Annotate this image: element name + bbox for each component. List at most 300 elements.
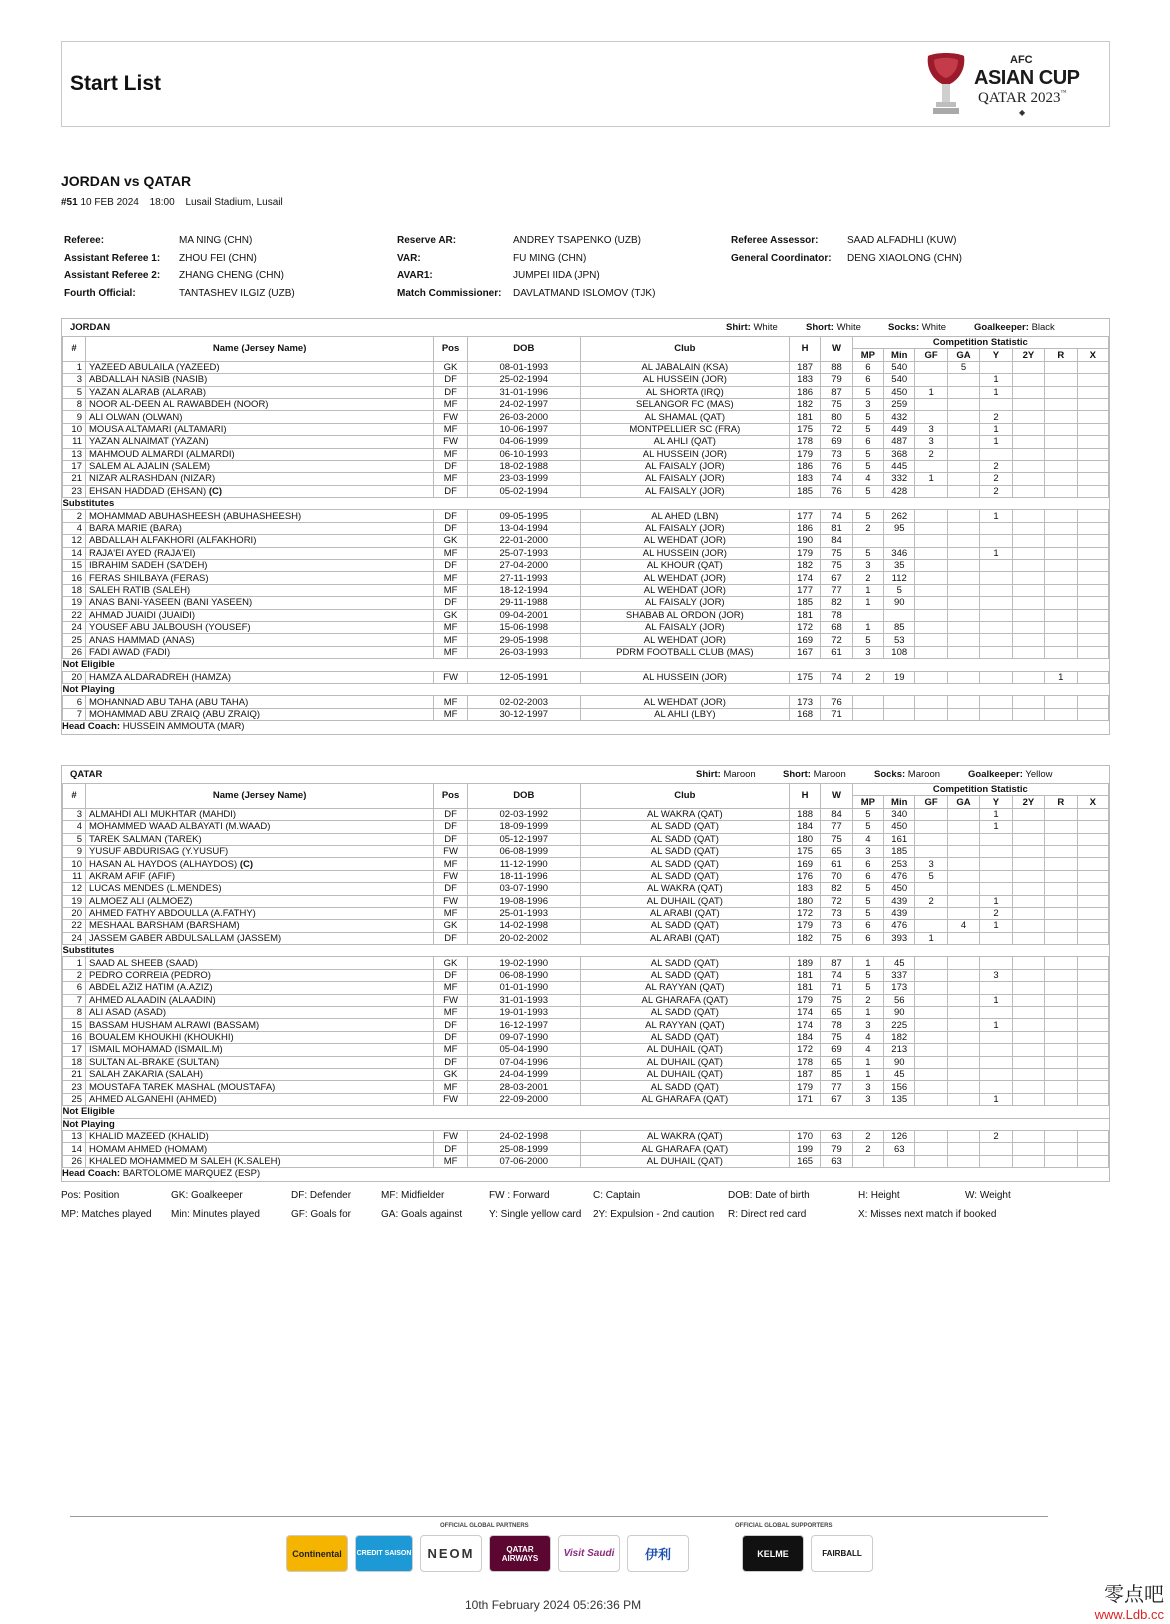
cell (1045, 932, 1077, 944)
cell: 167 (789, 646, 820, 658)
cell (1077, 522, 1108, 534)
cell: AL SADD (QAT) (580, 858, 789, 870)
col-mp: MP (852, 349, 883, 361)
cell: 29-05-1998 (467, 634, 580, 646)
player-row (63, 1056, 1109, 1068)
cell: 8 (63, 398, 86, 410)
cell (1045, 386, 1077, 398)
cell: 1 (980, 994, 1012, 1006)
cell: PDRM FOOTBALL CLUB (MAS) (580, 646, 789, 658)
cell (980, 858, 1012, 870)
cell: 14-02-1998 (467, 920, 580, 932)
cell: 2 (852, 994, 883, 1006)
cell: 9 (63, 845, 86, 857)
player-row (63, 411, 1109, 423)
cell (1045, 1081, 1077, 1093)
player-row (63, 907, 1109, 919)
cell: 2 (980, 460, 1012, 472)
official-3 (64, 288, 295, 299)
cell: 10-06-1997 (467, 423, 580, 435)
sponsor-kelme: KELME (742, 1535, 804, 1572)
cell (1077, 1007, 1108, 1019)
cell: 182 (789, 398, 820, 410)
cell: 17 (63, 1044, 86, 1056)
cell (980, 1068, 1012, 1080)
official-label: Referee: (64, 235, 105, 246)
player-row (63, 1031, 1109, 1043)
official-value: TANTASHEV ILGIZ (UZB) (179, 287, 295, 299)
cell: 84 (821, 535, 852, 547)
cell: 78 (821, 1019, 852, 1031)
cell (915, 969, 947, 981)
cell: AL SADD (QAT) (580, 1081, 789, 1093)
cell (1045, 597, 1077, 609)
cell (1012, 423, 1044, 435)
cell: 65 (821, 845, 852, 857)
cell (915, 572, 947, 584)
cell: 172 (789, 907, 820, 919)
legend-item: GK: Goalkeeper (171, 1190, 243, 1201)
cell (980, 1007, 1012, 1019)
cell (1077, 1068, 1108, 1080)
cell: 12-05-1991 (467, 671, 580, 683)
cell: 11-12-1990 (467, 858, 580, 870)
cell: 75 (821, 1031, 852, 1043)
cell: ISMAIL MOHAMAD (ISMAIL.M) (86, 1044, 434, 1056)
cell: 2 (852, 1143, 883, 1155)
player-row (63, 423, 1109, 435)
cell: 22 (63, 609, 86, 621)
cell: 78 (821, 609, 852, 621)
cell: 6 (852, 932, 883, 944)
player-row (63, 1130, 1109, 1142)
cell (1045, 982, 1077, 994)
cell: 368 (884, 448, 915, 460)
cell: MF (434, 423, 467, 435)
cell: 181 (789, 982, 820, 994)
cell: AL SADD (QAT) (580, 920, 789, 932)
kit-1: Short: White (806, 322, 861, 333)
cell (915, 994, 947, 1006)
cell: 183 (789, 473, 820, 485)
player-row (63, 1081, 1109, 1093)
head-coach: Head Coach: BARTOLOME MARQUEZ (ESP) (62, 1168, 261, 1180)
player-row (63, 374, 1109, 386)
cell: 2 (852, 572, 883, 584)
official-value: FU MING (CHN) (513, 252, 587, 264)
cell: 5 (852, 411, 883, 423)
cell: 3 (852, 398, 883, 410)
cell: 25-02-1994 (467, 374, 580, 386)
cell (947, 957, 979, 969)
cell (980, 696, 1012, 708)
cell: 19-02-1990 (467, 957, 580, 969)
cell: MF (434, 708, 467, 720)
cell: AL GHARAFA (QAT) (580, 1143, 789, 1155)
cell (947, 696, 979, 708)
cell: 5 (884, 584, 915, 596)
official-label: Match Commissioner: (397, 287, 502, 299)
cell (947, 1068, 979, 1080)
cell (947, 994, 979, 1006)
cell (947, 808, 979, 820)
cell: 3 (980, 969, 1012, 981)
cell: AL DUHAIL (QAT) (580, 1044, 789, 1056)
cell: 187 (789, 361, 820, 373)
cell (1045, 1031, 1077, 1043)
cell: SELANGOR FC (MAS) (580, 398, 789, 410)
cell: 2 (852, 671, 883, 683)
cell (1012, 1155, 1044, 1167)
cell (1077, 547, 1108, 559)
cell: AL AHLI (LBY) (580, 708, 789, 720)
legend-item: FW : Forward (489, 1190, 550, 1201)
col-y: Y (980, 349, 1012, 361)
cell (915, 510, 947, 522)
cell: ANAS HAMMAD (ANAS) (86, 634, 434, 646)
cell: ALMOEZ ALI (ALMOEZ) (86, 895, 434, 907)
cell: 77 (821, 584, 852, 596)
cell: AL WEHDAT (JOR) (580, 634, 789, 646)
cell: 178 (789, 1056, 820, 1068)
cell: 175 (789, 423, 820, 435)
cell: AL FAISALY (JOR) (580, 485, 789, 497)
cell (1012, 982, 1044, 994)
team-qatar (61, 765, 1110, 1182)
cell (915, 547, 947, 559)
cell: 61 (821, 646, 852, 658)
cell (1012, 858, 1044, 870)
cell (1077, 374, 1108, 386)
legend-item: GA: Goals against (381, 1209, 463, 1220)
cell: 22-01-2000 (467, 535, 580, 547)
cell (947, 883, 979, 895)
cell: BOUALEM KHOUKHI (KHOUKHI) (86, 1031, 434, 1043)
cell: 179 (789, 547, 820, 559)
cell: 80 (821, 411, 852, 423)
cell (980, 708, 1012, 720)
cell: 24 (63, 932, 86, 944)
official-value: SAAD ALFADHLI (KUW) (847, 235, 957, 246)
cell: 73 (821, 907, 852, 919)
cell (1045, 398, 1077, 410)
cell: 487 (884, 436, 915, 448)
cell (947, 411, 979, 423)
cell (980, 883, 1012, 895)
cell: 18 (63, 584, 86, 596)
cell: 186 (789, 460, 820, 472)
legend-item: X: Misses next match if booked (858, 1209, 997, 1220)
cell: 13-04-1994 (467, 522, 580, 534)
sponsor-credit-saison: CREDIT SAISON (355, 1535, 413, 1572)
cell: 476 (884, 870, 915, 882)
cell: 26 (63, 646, 86, 658)
cell: 17 (63, 460, 86, 472)
cell: DF (434, 510, 467, 522)
cell: 2 (852, 1130, 883, 1142)
official-value: DENG XIAOLONG (CHN) (847, 252, 963, 264)
official-9 (731, 253, 962, 264)
cell (1045, 821, 1077, 833)
official-value: ZHANG CHENG (CHN) (179, 270, 284, 281)
cell (1012, 895, 1044, 907)
cell: AL FAISALY (JOR) (580, 597, 789, 609)
cell: 05-02-1994 (467, 485, 580, 497)
official-7 (397, 288, 655, 299)
cell: 70 (821, 870, 852, 882)
cell (1012, 1068, 1044, 1080)
cell: DF (434, 485, 467, 497)
cell: 75 (821, 560, 852, 572)
cell (915, 560, 947, 572)
kit-3: Goalkeeper: Yellow (968, 769, 1053, 780)
cell (947, 386, 979, 398)
sponsor-continental: Continental (286, 1535, 348, 1572)
cell: 1 (980, 821, 1012, 833)
col-y2: 2Y (1012, 349, 1044, 361)
legend-item: DF: Defender (291, 1190, 352, 1201)
cell (915, 374, 947, 386)
official-label: Referee Assessor: (731, 235, 819, 246)
col-w: W (821, 337, 852, 362)
cell: 74 (821, 671, 852, 683)
cell: 10 (63, 423, 86, 435)
cell (1045, 1068, 1077, 1080)
cell: 27-04-2000 (467, 560, 580, 572)
cell: 85 (884, 621, 915, 633)
cell (980, 609, 1012, 621)
cell: 1 (852, 1068, 883, 1080)
legend-item: H: Height (858, 1190, 900, 1201)
cell: AL SADD (QAT) (580, 870, 789, 882)
cell: 188 (789, 808, 820, 820)
player-row (63, 634, 1109, 646)
cell: 3 (852, 1019, 883, 1031)
cell: AL FAISALY (JOR) (580, 522, 789, 534)
kit-0: Shirt: White (726, 322, 778, 333)
cell (947, 436, 979, 448)
cell (947, 821, 979, 833)
player-row (63, 1044, 1109, 1056)
cell: 28-03-2001 (467, 1081, 580, 1093)
cell (1077, 858, 1108, 870)
player-row (63, 485, 1109, 497)
legend-item: GF: Goals for (291, 1209, 352, 1220)
player-row (63, 609, 1109, 621)
cell: MAHMOUD ALMARDI (ALMARDI) (86, 448, 434, 460)
cell (1045, 522, 1077, 534)
player-row (63, 969, 1109, 981)
cell: 449 (884, 423, 915, 435)
cell (947, 1130, 979, 1142)
kit-3: Goalkeeper: Black (974, 322, 1055, 333)
cell: 1 (852, 584, 883, 596)
cell: 20-02-2002 (467, 932, 580, 944)
legend-item: MP: Matches played (61, 1209, 152, 1220)
partners-label: OFFICIAL GLOBAL PARTNERS (440, 1523, 529, 1529)
cell: AL JABALAIN (KSA) (580, 361, 789, 373)
cell (1012, 460, 1044, 472)
cell: 5 (852, 547, 883, 559)
cell (1077, 957, 1108, 969)
player-row (63, 361, 1109, 373)
cell: 75 (821, 932, 852, 944)
cell: ALI OLWAN (OLWAN) (86, 411, 434, 423)
cell: 213 (884, 1044, 915, 1056)
col-num: # (63, 337, 86, 362)
cell: 15 (63, 1019, 86, 1031)
cell: 35 (884, 560, 915, 572)
cell (947, 1019, 979, 1031)
cell: 182 (884, 1031, 915, 1043)
cell (915, 1143, 947, 1155)
cell: 1 (852, 1007, 883, 1019)
player-row (63, 572, 1109, 584)
cell (1045, 535, 1077, 547)
cell (1077, 907, 1108, 919)
cell: 5 (63, 386, 86, 398)
cell: 16 (63, 1031, 86, 1043)
cell: 169 (789, 858, 820, 870)
cell: AL HUSSEIN (JOR) (580, 547, 789, 559)
cell: FADI AWAD (FADI) (86, 646, 434, 658)
cell (947, 485, 979, 497)
cell (1045, 1130, 1077, 1142)
cell: AL DUHAIL (QAT) (580, 1155, 789, 1167)
cell: 189 (789, 957, 820, 969)
cell: 1 (852, 1056, 883, 1068)
cell: 184 (789, 821, 820, 833)
official-4 (397, 235, 641, 246)
cell (1077, 883, 1108, 895)
legend-item: DOB: Date of birth (728, 1190, 810, 1201)
cell: 11 (63, 870, 86, 882)
cell: NIZAR ALRASHDAN (NIZAR) (86, 473, 434, 485)
cell: 95 (884, 522, 915, 534)
cell: 6 (852, 436, 883, 448)
sponsor-visit-saudi: Visit Saudi (558, 1535, 620, 1572)
cell: 29-11-1988 (467, 597, 580, 609)
official-6 (397, 270, 600, 281)
cell (947, 646, 979, 658)
cell: HOMAM AHMED (HOMAM) (86, 1143, 434, 1155)
cell (980, 634, 1012, 646)
cell: 31-01-1996 (467, 386, 580, 398)
cell: 173 (789, 696, 820, 708)
cell (1012, 1130, 1044, 1142)
cell: 21 (63, 1068, 86, 1080)
official-label: Assistant Referee 1: (64, 252, 161, 264)
cell: AL WEHDAT (JOR) (580, 572, 789, 584)
cell (1077, 621, 1108, 633)
cell: 06-08-1990 (467, 969, 580, 981)
player-row (63, 535, 1109, 547)
official-label: Assistant Referee 2: (64, 270, 161, 281)
cell (1012, 1019, 1044, 1031)
cell: 5 (852, 982, 883, 994)
cell: MF (434, 1155, 467, 1167)
cell (980, 361, 1012, 373)
cell (1045, 957, 1077, 969)
cell (947, 535, 979, 547)
cell (852, 609, 883, 621)
watermark (1095, 1578, 1164, 1622)
kit-2: Socks: White (888, 322, 947, 333)
cell: AL ARABI (QAT) (580, 907, 789, 919)
cell: 450 (884, 386, 915, 398)
cell: 179 (789, 920, 820, 932)
cell: 84 (821, 808, 852, 820)
cell: 8 (63, 1007, 86, 1019)
col-club: Club (580, 784, 789, 809)
cell (1045, 411, 1077, 423)
cell: 14 (63, 1143, 86, 1155)
cell (947, 969, 979, 981)
player-row (63, 1068, 1109, 1080)
cell: 393 (884, 932, 915, 944)
cell: 171 (789, 1093, 820, 1105)
cell (1077, 696, 1108, 708)
section-row (63, 1106, 1109, 1118)
captain-mark: (C) (239, 858, 254, 870)
cell (1077, 460, 1108, 472)
cell: ALMAHDI ALI MUKHTAR (MAHDI) (86, 808, 434, 820)
cell: ANAS BANI-YASEEN (BANI YASEEN) (86, 597, 434, 609)
player-row (63, 1019, 1109, 1031)
cell (915, 833, 947, 845)
match-info (61, 197, 291, 208)
cell (915, 708, 947, 720)
cell (1077, 634, 1108, 646)
official-label: Fourth Official: (64, 287, 136, 299)
cell (1045, 1007, 1077, 1019)
cell: 18-11-1996 (467, 870, 580, 882)
cell: GK (434, 957, 467, 969)
cell (1045, 572, 1077, 584)
cell: 1 (915, 473, 947, 485)
cell (947, 374, 979, 386)
cell (947, 423, 979, 435)
cell: DF (434, 1031, 467, 1043)
table-header-row (63, 337, 1109, 349)
official-1 (64, 253, 257, 264)
cell (915, 398, 947, 410)
col-h: H (789, 784, 820, 809)
cell: MF (434, 634, 467, 646)
cell (1012, 374, 1044, 386)
cell (915, 671, 947, 683)
cell: GK (434, 535, 467, 547)
cell: GK (434, 1068, 467, 1080)
cell: DF (434, 1019, 467, 1031)
cell (1012, 808, 1044, 820)
cell: 4 (852, 473, 883, 485)
col-name: Name (Jersey Name) (86, 784, 434, 809)
cell (1045, 845, 1077, 857)
cell (980, 646, 1012, 658)
cell: 3 (852, 845, 883, 857)
official-value: JUMPEI IIDA (JPN) (513, 270, 600, 281)
cell: 6 (852, 374, 883, 386)
cell: FW (434, 895, 467, 907)
col-r: R (1045, 349, 1077, 361)
cell: 1 (980, 1093, 1012, 1105)
cell: 24-02-1997 (467, 398, 580, 410)
cell: 68 (821, 621, 852, 633)
player-row (63, 808, 1109, 820)
cell: 3 (915, 858, 947, 870)
cell (915, 808, 947, 820)
